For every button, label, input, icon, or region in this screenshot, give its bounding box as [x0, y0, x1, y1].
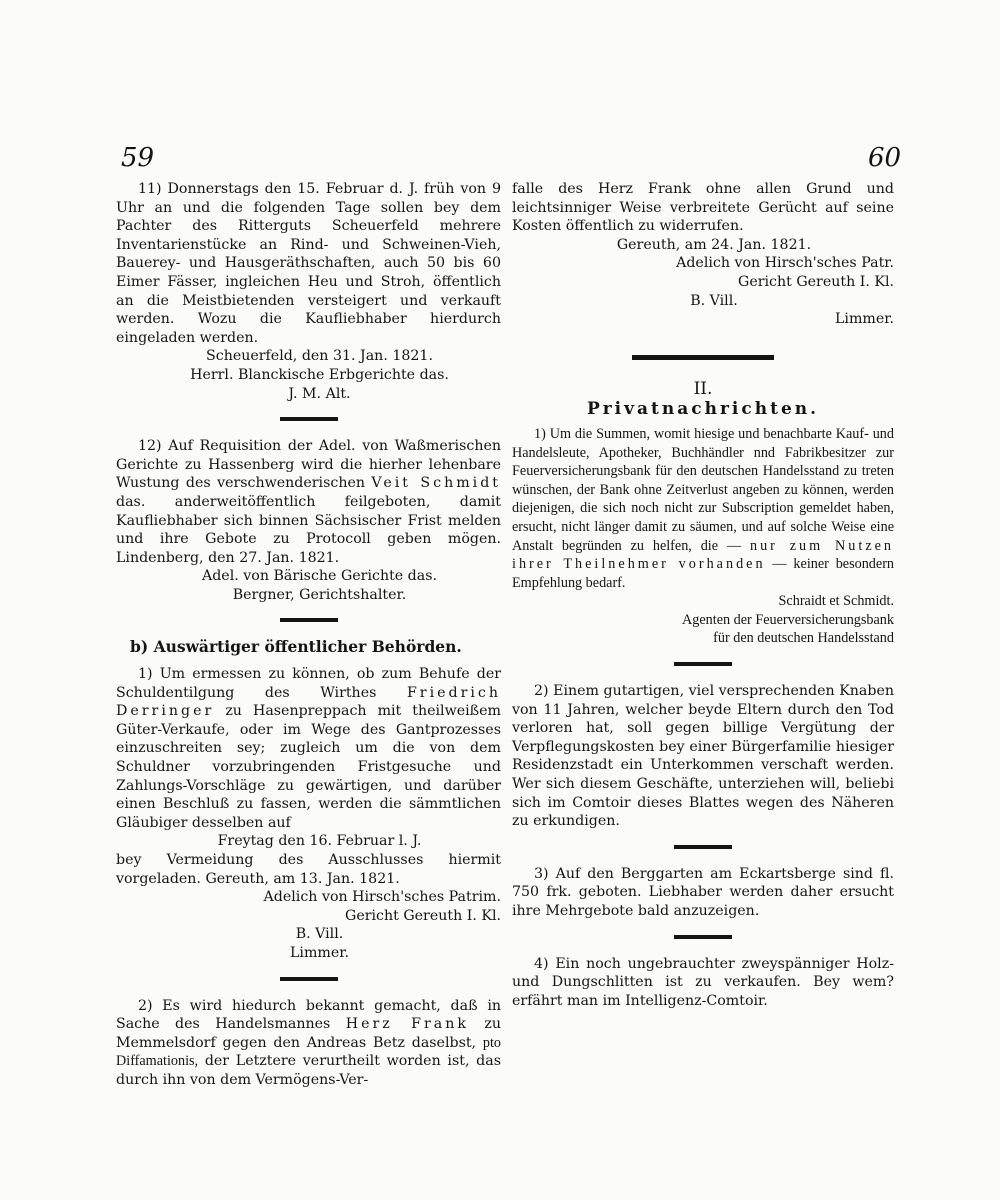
notice-b2-spaced-name: Herz Frank — [345, 1016, 469, 1033]
private-notice-4: 4) Ein noch ungebrauchter zweyspänniger Holz- und Dungschlitten ist zu verkaufen. Bey wem? erfährt man im Intelligenz-Comtoir. — [512, 955, 894, 1009]
notice-b1-issuer-2: Gericht Gereuth I. Kl. — [344, 907, 501, 924]
notice-12-issuer: Adel. von Bärische Gerichte das. — [201, 568, 438, 585]
notice-b2-text-2a: zu Memmelsdorf gegen den Andreas Betz daselbst, — [116, 1016, 502, 1051]
private-notice-2: 2) Einem gutartigen, viel versprechenden Knaben von 11 Jahren, welcher beyde Eltern durch den Tod verloren hat, soll gegen billige Vergütung der Verpflegungskosten bey einer Bürgerfamilie hiesiger Residenzstadt ein Unterkommen verschaft werden. Wer sich diesem Geschäfte, unterziehen will, beliebi sich im Comtoir dieses Blattes wegen des Näheren zu erkundigen. — [512, 683, 894, 830]
notice-11-body: 11) Donnerstags den 15. Februar d. J. früh von 9 Uhr an und die folgenden Tage sollen bey dem Pachter des Ritterguts Scheuerfeld mehrere Inventarienstücke an Rind- und Schweinen-Vieh, Bauerey- und Hausgeräthschaften, auch 50 bis 60 Eimer Fässer, ingleichen Heu und Stroh, öffentlich an die Meistbietenden versteigert und verkauft werden. Wozu die Kaufliebhaber hierdurch eingeladen werden. — [116, 181, 501, 346]
notice-b2-latin: pto Diffamationis, — [116, 1034, 501, 1070]
section-divider — [674, 935, 732, 939]
section-divider — [674, 662, 732, 666]
left-column — [116, 180, 501, 1090]
notice-b1-spaced-name: Friedrich Derringer — [116, 684, 501, 720]
private-notice-1-sig-3: für den deutschen Handelsstand — [713, 630, 894, 647]
notice-b1-text-1: 1) Um ermessen zu können, ob zum Behufe der Schuldentilgung des Wirthes — [116, 666, 501, 701]
section-number: II. — [693, 378, 713, 399]
page-number-right: 60 — [868, 143, 902, 173]
section-divider — [280, 417, 338, 421]
notice-b2-place-date: Gereuth, am 24. Jan. 1821. — [616, 236, 812, 253]
notice-b2-name-1: B. Vill. — [690, 292, 738, 309]
page-number-left: 59 — [121, 143, 155, 173]
notice-12-text-1: 12) Auf Requisition der Adel. von Waßmerischen Gerichte zu Hassenberg wird die hierher lehenbare Wustung des verschwenderischen — [116, 438, 501, 492]
private-notice-1-text-2: — keiner besondern Empfehlung bedarf. — [512, 556, 895, 591]
notice-b1-date-line: Freytag den 16. Februar l. J. — [217, 833, 422, 850]
notice-12-body — [116, 437, 501, 567]
notice-12-name: Bergner, Gerichtshalter. — [232, 586, 407, 603]
section-divider — [674, 845, 732, 849]
notice-11-name: J. M. Alt. — [288, 385, 351, 402]
section-title: Privatnachrichten. — [586, 399, 820, 420]
section-divider-major — [632, 355, 774, 360]
notice-b2-name-2: Limmer. — [835, 311, 894, 328]
private-notice-1-sig-2: Agenten der Feuerversicherungsbank — [682, 611, 894, 628]
private-notice-1-sig-1: Schraidt et Schmidt. — [778, 593, 894, 610]
notice-b1-text-2: zu Hasenpreppach mit theilweißem Güter-Verkaufe, oder im Wege des Gantprozesses einzuschreiten sey; zugleich um die von dem Schuldner vorzubringenden Fristgesuche und Zahlungs-Vorschläge zu gewärtigen, und darüber einen Beschluß zu fassen, werden die sämmtlichen Gläubiger desselben auf — [116, 703, 501, 831]
notice-b1-text-3: bey Vermeidung des Ausschlusses hiermit vorgeladen. Gereuth, am 13. Jan. 1821. — [116, 852, 501, 887]
notice-b2-body — [116, 997, 501, 1090]
notice-b1-issuer-1: Adelich von Hirsch'sches Patrim. — [263, 889, 501, 906]
notice-b2-issuer-2: Gericht Gereuth I. Kl. — [737, 273, 894, 290]
right-column — [512, 180, 894, 1010]
notice-b1-name-1: B. Vill. — [295, 926, 344, 943]
notice-b2-continuation: falle des Herz Frank ohne allen Grund und leichtsinniger Weise verbreitete Gerücht auf seine Kosten öffentlich zu widerrufen. — [512, 181, 894, 235]
notice-b2-text-2b: der Letztere verurtheilt worden ist, das durch ihn von dem Vermögens-Ver- — [116, 1053, 501, 1088]
private-notice-1-spaced: nur zum Nutzen ihrer Theilnehmer vorhanden — [512, 537, 895, 573]
notice-11-issuer: Herrl. Blanckische Erbgerichte das. — [190, 366, 449, 383]
notice-11-place-date: Scheuerfeld, den 31. Jan. 1821. — [206, 348, 433, 365]
private-notice-3: 3) Auf den Berggarten am Eckartsberge sind fl. 750 frk. geboten. Liebhaber werden daher ersucht ihre Mehrgebote bald anzuzeigen. — [512, 865, 894, 919]
notice-12-text-2: das. anderweitöffentlich feilgeboten, damit Kaufliebhaber sich binnen Sächsischer Frist melden und ihre Gebote zu Protocoll geben mögen. Lindenberg, den 27. Jan. 1821. — [116, 493, 501, 566]
private-notice-1 — [512, 425, 894, 592]
notice-12-spaced-name: Veit Schmidt — [371, 475, 501, 492]
notice-b1-body — [116, 665, 501, 832]
notice-b1-name-2: Limmer. — [290, 944, 349, 961]
notice-b2-issuer-1: Adelich von Hirsch'sches Patr. — [676, 255, 894, 272]
notice-b2-text-1: 2) Es wird hiedurch bekannt gemacht, daß in Sache des Handelsmannes — [116, 997, 501, 1033]
heading-foreign-authorities: b) Auswärtiger öffentlicher Behörden. — [130, 637, 462, 657]
section-divider — [280, 618, 338, 622]
section-divider — [280, 977, 338, 981]
private-notice-1-text-1: 1) Um die Summen, womit hiesige und benachbarte Kauf- und Handelsleute, Apotheker, Buchhändler nnd Fabrikbesitzer zur Feuerversicherungsbank für den deutschen Handelsstand zu treten wünschen, der Bank ohne Zeitverlust angeben zu können, werden diejenigen, die sich noch nicht zur Subscription gemeldet haben, ersucht, nicht länger damit zu säumen, und auf solche Weise eine Anstalt begründen zu helfen, die — — [512, 425, 894, 554]
